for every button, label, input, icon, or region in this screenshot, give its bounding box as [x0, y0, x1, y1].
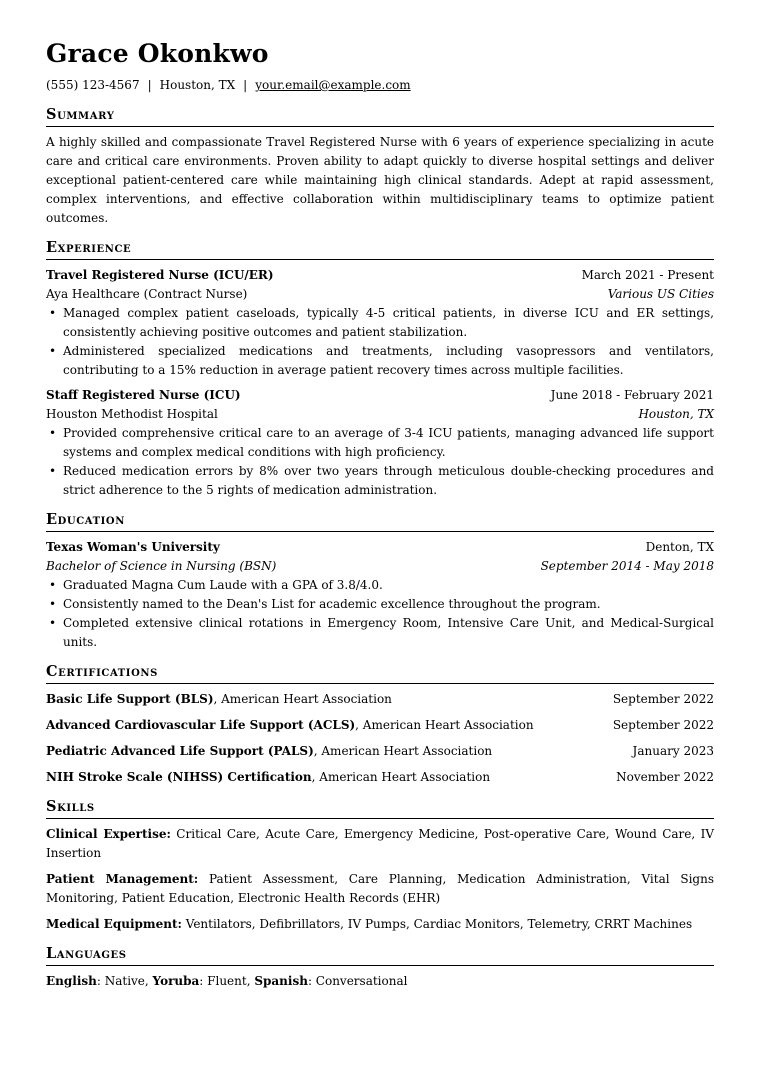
skill-text: Ventilators, Defibrillators, IV Pumps, Cardiac Monitors, Telemetry, CRRT Machines [181, 917, 693, 931]
experience-entry [46, 386, 714, 500]
certification-date: September 2022 [612, 692, 714, 706]
experience-section [46, 266, 714, 500]
bullet-icon: • [49, 597, 57, 611]
job-employer: Aya Healthcare (Contract Nurse) [46, 287, 248, 301]
certification-row [46, 690, 714, 709]
bullet-text: Completed extensive clinical rotations in Emergency Room, Intensive Care Unit, and Medical-Surgical units. [63, 616, 714, 649]
language-name: Yoruba [152, 974, 200, 988]
education-section [46, 538, 714, 652]
certification-issuer: , American Heart Association [313, 744, 493, 758]
skill-label: Medical Equipment: [46, 917, 182, 931]
certification-date: January 2023 [632, 744, 714, 758]
certification-row [46, 716, 714, 735]
list-item [46, 304, 714, 342]
certification-issuer: , American Heart Association [213, 692, 392, 706]
certification-date: November 2022 [616, 770, 714, 784]
contact-line [46, 78, 714, 93]
bullet-text: Managed complex patient caseloads, typically 4-5 critical patients, in diverse ICU and ER settings, consistently achieving positive outcomes and patient stabilization. [63, 306, 714, 339]
skills-section [46, 825, 714, 934]
bullet-icon: • [49, 426, 57, 440]
degree: Bachelor of Science in Nursing (BSN) [46, 559, 277, 573]
section-title-education: Education [46, 510, 714, 532]
job-role: Staff Registered Nurse (ICU) [46, 388, 241, 402]
language-name: English [46, 974, 97, 988]
location: Houston, TX [159, 78, 236, 92]
skill-text: Critical Care, Acute Care, Emergency Medicine, Post-operative Care, Wound Care, IV Insertion [46, 827, 714, 860]
certification-name: Advanced Cardiovascular Life Support (ACLS) [46, 718, 356, 732]
section-title-experience: Experience [46, 238, 714, 260]
certifications-section [46, 690, 714, 787]
bullet-text: Graduated Magna Cum Laude with a GPA of 3.8/4.0. [63, 578, 383, 592]
skill-group [46, 825, 714, 863]
job-role: Travel Registered Nurse (ICU/ER) [46, 268, 274, 282]
language-level: : Fluent, [199, 974, 255, 988]
certification-issuer: , American Heart Association [355, 718, 534, 732]
bullet-icon: • [49, 344, 57, 358]
email-link[interactable]: your.email@example.com [255, 78, 411, 92]
certification-date: September 2022 [612, 718, 714, 732]
certification-name: NIH Stroke Scale (NIHSS) Certification [46, 770, 312, 784]
language-name: Spanish [254, 974, 308, 988]
candidate-name: Grace Okonkwo [46, 39, 269, 68]
bullet-text: Provided comprehensive critical care to an average of 3-4 ICU patients, managing advanced life support systems and complex medical conditions with high proficiency. [63, 426, 714, 459]
list-item [46, 595, 714, 614]
list-item [46, 576, 714, 595]
languages-line [46, 972, 714, 991]
list-item [46, 462, 714, 500]
job-location: Houston, TX [638, 407, 714, 421]
job-bullets [46, 304, 714, 380]
section-title-summary: Summary [46, 105, 714, 127]
language-level: : Conversational [307, 974, 408, 988]
skill-group [46, 915, 714, 934]
section-title-skills: Skills [46, 797, 714, 819]
education-bullets [46, 576, 714, 652]
language-level: : Native, [96, 974, 153, 988]
skill-label: Patient Management: [46, 872, 199, 886]
certification-issuer: , American Heart Association [311, 770, 491, 784]
school-name: Texas Woman's University [46, 540, 220, 554]
bullet-icon: • [49, 306, 57, 320]
separator: | [147, 78, 152, 92]
job-bullets [46, 424, 714, 500]
separator: | [243, 78, 248, 92]
skill-label: Clinical Expertise: [46, 827, 171, 841]
education-dates: September 2014 - May 2018 [540, 559, 714, 573]
job-employer: Houston Methodist Hospital [46, 407, 218, 421]
experience-entry [46, 266, 714, 380]
section-title-certifications: Certifications [46, 662, 714, 684]
bullet-text: Consistently named to the Dean's List for academic excellence throughout the program. [63, 597, 601, 611]
school-location: Denton, TX [645, 540, 714, 554]
certification-row [46, 768, 714, 787]
list-item [46, 424, 714, 462]
certification-name: Basic Life Support (BLS) [46, 692, 214, 706]
skill-group [46, 870, 714, 908]
section-title-languages: Languages [46, 944, 714, 966]
bullet-icon: • [49, 616, 57, 630]
summary-text: A highly skilled and compassionate Travel Registered Nurse with 6 years of experience specializing in acute care and critical care environments. Proven ability to adapt quickly to diverse hospital settings and deliver exceptional patient-centered care while maintaining high clinical standards. Adept at rapid assessment, complex interventions, and effective collaboration within multidisciplinary teams to optimize patient outcomes. [46, 135, 714, 225]
certification-name: Pediatric Advanced Life Support (PALS) [46, 744, 314, 758]
list-item [46, 342, 714, 380]
bullet-text: Administered specialized medications and treatments, including vasopressors and ventilators, contributing to a 15% reduction in average patient recovery times across multiple facilities. [63, 344, 714, 377]
job-location: Various US Cities [607, 287, 714, 301]
bullet-text: Reduced medication errors by 8% over two years through meticulous double-checking procedures and strict adherence to the 5 rights of medication administration. [63, 464, 714, 497]
certification-row [46, 742, 714, 761]
bullet-icon: • [49, 464, 57, 478]
job-dates: March 2021 - Present [581, 268, 714, 282]
skill-text: Patient Assessment, Care Planning, Medication Administration, Vital Signs Monitoring, Patient Education, Electronic Health Records (EHR) [46, 872, 714, 905]
bullet-icon: • [49, 578, 57, 592]
job-dates: June 2018 - February 2021 [550, 388, 714, 402]
list-item [46, 614, 714, 652]
phone-number: (555) 123-4567 [46, 78, 140, 92]
